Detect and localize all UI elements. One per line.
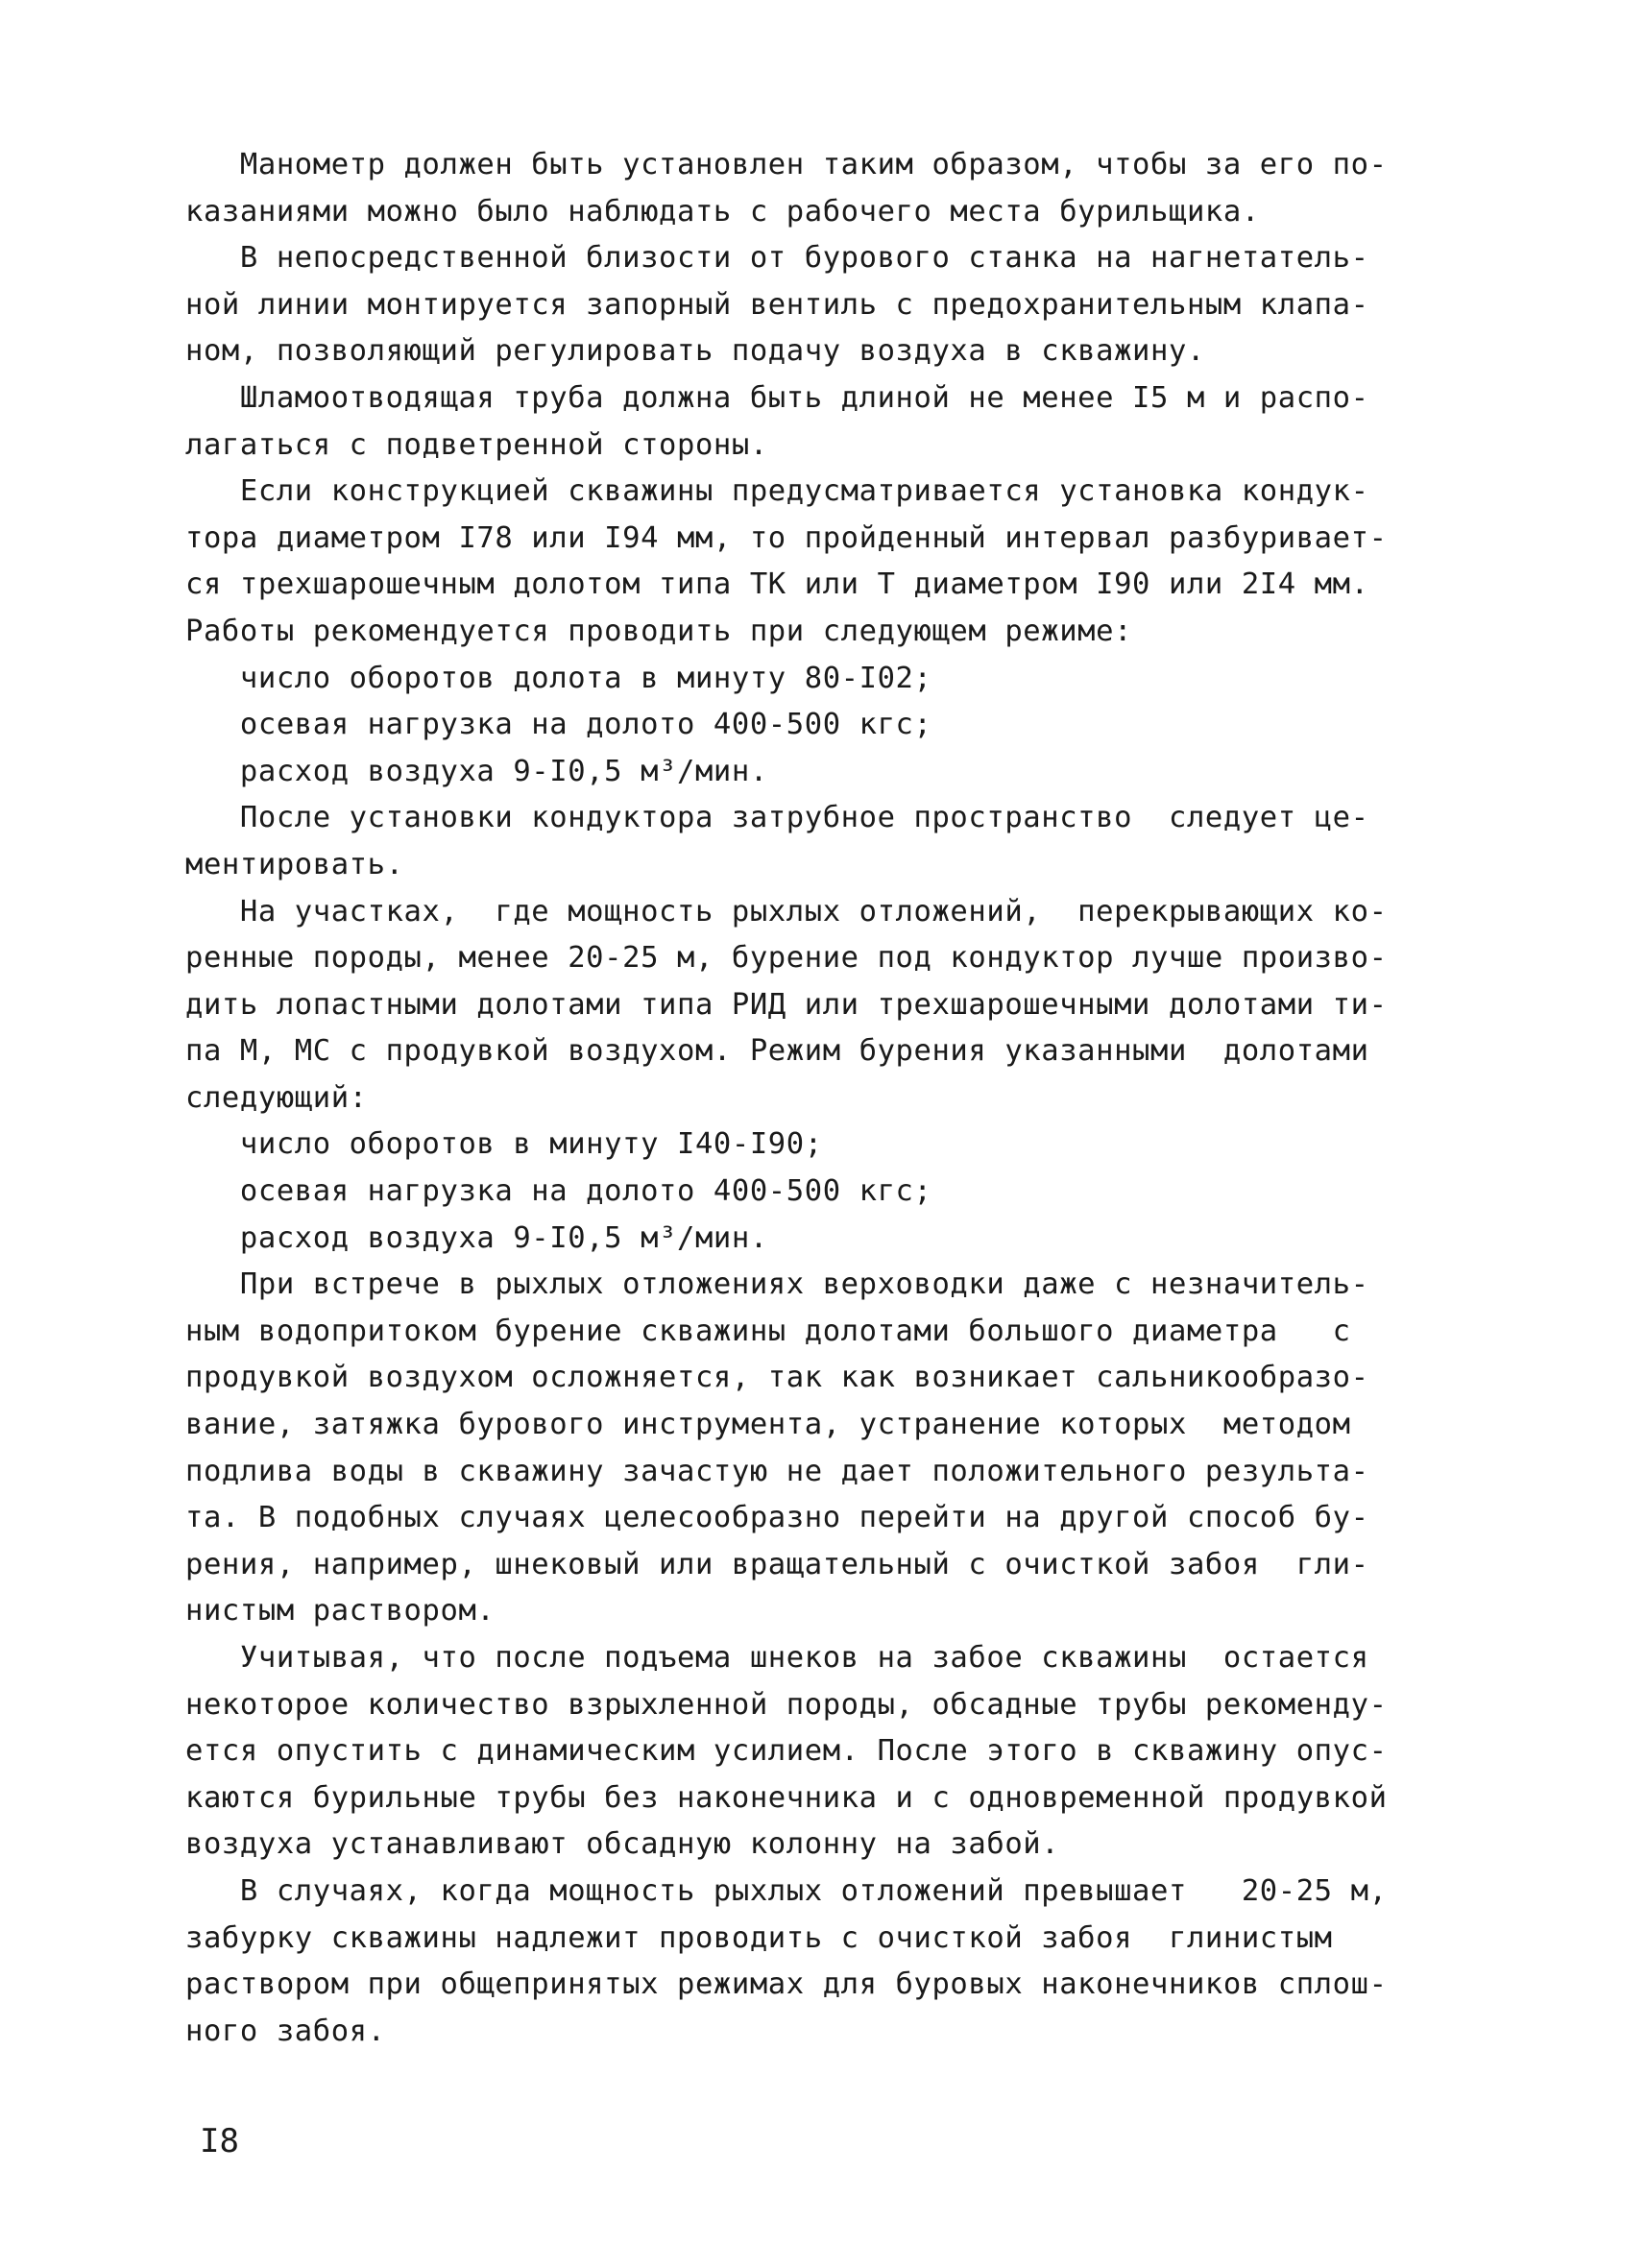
text-line: расход воздуха 9-I0,5 м³/мин.	[185, 1220, 768, 1255]
text-line: Шламоотводящая труба должна быть длиной не менее I5 м и распо-	[185, 380, 1369, 415]
text-line: па М, МС с продувкой воздухом. Режим бурения указанными долотами	[185, 1034, 1369, 1069]
text-line: следующий:	[185, 1080, 368, 1115]
text-line: ной линии монтируется запорный вентиль с предохранительным клапа-	[185, 287, 1369, 322]
text-line: На участках, где мощность рыхлых отложений, перекрывающих ко-	[185, 894, 1388, 929]
text-line: После установки кондуктора затрубное пространство следует це-	[185, 801, 1369, 835]
text-line: ного забоя.	[185, 2014, 386, 2048]
text-line: подлива воды в скважину зачастую не дает положительного результа-	[185, 1454, 1369, 1488]
text-line: продувкой воздухом осложняется, так как возникает сальникообразо-	[185, 1361, 1369, 1395]
text-line: лагаться с подветренной стороны.	[185, 427, 768, 462]
text-line: Учитывая, что после подъема шнеков на забое скважины остается	[185, 1641, 1369, 1675]
text-line: дить лопастными долотами типа РИД или трехшарошечными долотами ти-	[185, 987, 1388, 1022]
text-line: число оборотов долота в минуту 80-I02;	[185, 661, 932, 695]
text-line: рения, например, шнековый или вращательный с очисткой забоя гли-	[185, 1547, 1369, 1581]
text-line: осевая нагрузка на долото 400-500 кгс;	[185, 1174, 932, 1209]
text-line: ся трехшарошечным долотом типа ТК или Т диаметром I90 или 2I4 мм.	[185, 567, 1369, 602]
text-line: ренные породы, менее 20-25 м, бурение под кондуктор лучше произво-	[185, 941, 1388, 976]
text-line: осевая нагрузка на долото 400-500 кгс;	[185, 708, 932, 742]
text-line: вание, затяжка бурового инструмента, устранение которых методом	[185, 1408, 1351, 1442]
text-line: ном, позволяющий регулировать подачу воздуха в скважину.	[185, 334, 1205, 369]
text-line: В непосредственной близости от бурового станка на нагнетатель-	[185, 241, 1369, 276]
text-line: При встрече в рыхлых отложениях верховодки даже с незначитель-	[185, 1267, 1369, 1302]
text-line: Если конструкцией скважины предусматривается установка кондук-	[185, 474, 1369, 509]
text-line: В случаях, когда мощность рыхлых отложений превышает 20-25 м,	[185, 1873, 1388, 1908]
text-line: забурку скважины надлежит проводить с очисткой забоя глинистым	[185, 1920, 1333, 1955]
text-line: Манометр должен быть установлен таким образом, чтобы за его по-	[185, 148, 1388, 181]
text-line: некоторое количество взрыхленной породы, обсадные трубы рекоменду-	[185, 1687, 1388, 1722]
text-line: ментировать.	[185, 847, 404, 881]
text-line: расход воздуха 9-I0,5 м³/мин.	[185, 754, 768, 788]
text-line: воздуха устанавливают обсадную колонну на забой.	[185, 1827, 1060, 1862]
document-body	[185, 142, 1463, 2055]
text-line: та. В подобных случаях целесообразно перейти на другой способ бу-	[185, 1501, 1369, 1535]
text-line: каются бурильные трубы без наконечника и с одновременной продувкой	[185, 1780, 1388, 1815]
text-line: число оборотов в минуту I40-I90;	[185, 1127, 823, 1162]
page-number: I8	[200, 2122, 239, 2160]
text-line: нистым раствором.	[185, 1594, 496, 1629]
text-line: тора диаметром I78 или I94 мм, то пройденный интервал разбуривает-	[185, 520, 1388, 555]
text-line: казаниями можно было наблюдать с рабочего места бурильщика.	[185, 194, 1260, 229]
text-line: раствором при общепринятых режимах для буровых наконечников сплош-	[185, 1967, 1388, 2002]
text-line: Работы рекомендуется проводить при следующем режиме:	[185, 614, 1133, 648]
text-line: ным водопритоком бурение скважины долотами большого диаметра с	[185, 1314, 1351, 1348]
text-line: ется опустить с динамическим усилием. После этого в скважину опус-	[185, 1734, 1388, 1769]
